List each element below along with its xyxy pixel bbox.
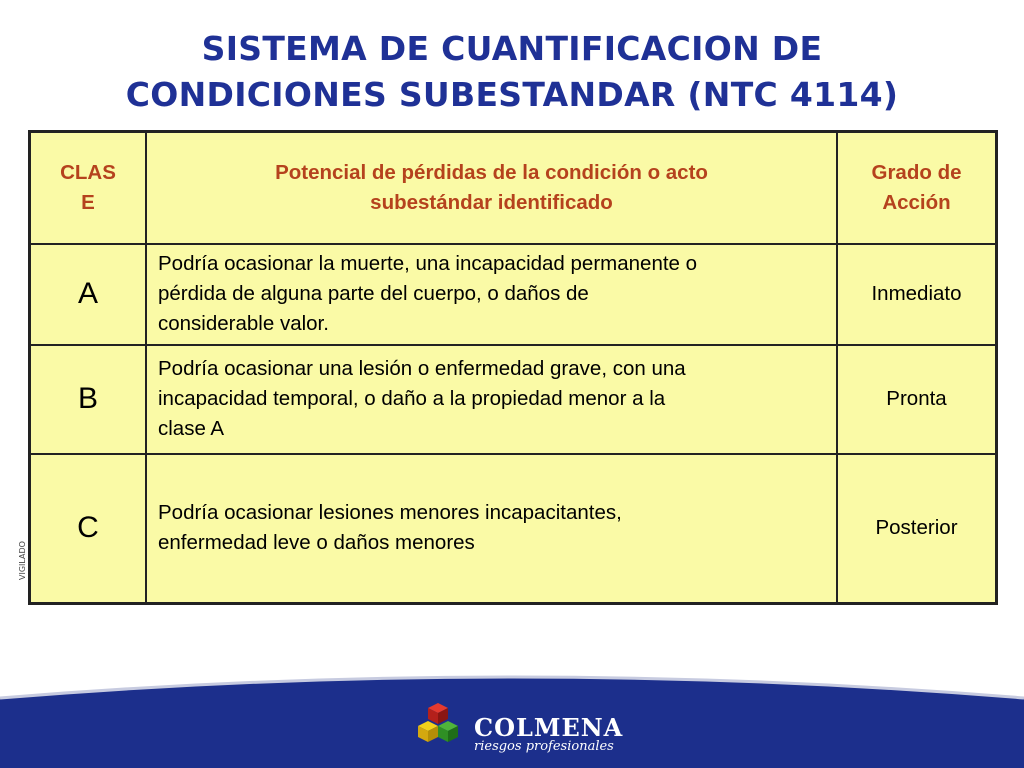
classification-table: [28, 130, 998, 605]
brand-tagline: riesgos profesionales: [474, 739, 614, 754]
header-grado: Grado de Acción: [837, 132, 997, 244]
clase-cell: A: [30, 244, 147, 345]
table-row: [30, 454, 997, 604]
brand-name: COLMENA: [474, 713, 624, 742]
description-cell: Podría ocasionar una lesión o enfermedad grave, con una incapacidad temporal, o daño a la propiedad menor a la clase A: [146, 345, 837, 454]
description-cell: Podría ocasionar la muerte, una incapacidad permanente o pérdida de alguna parte del cuerpo, o daños de considerable valor.: [146, 244, 837, 345]
title-line-2: CONDICIONES SUBESTANDAR (NTC 4114): [125, 75, 899, 114]
grado-cell: Pronta: [837, 345, 997, 454]
table-row: [30, 345, 997, 454]
slide-title: [0, 26, 1024, 118]
header-potencial: Potencial de pérdidas de la condición o acto subestándar identificado: [146, 132, 837, 244]
clase-cell: B: [30, 345, 147, 454]
header-clase: CLAS E: [30, 132, 147, 244]
table-header-row: [30, 132, 997, 244]
vigilado-label: VIGILADO: [18, 541, 27, 580]
grado-cell: Inmediato: [837, 244, 997, 345]
grado-cell: Posterior: [837, 454, 997, 604]
clase-cell: C: [30, 454, 147, 604]
description-cell: Podría ocasionar lesiones menores incapacitantes, enfermedad leve o daños menores: [146, 454, 837, 604]
title-line-1: SISTEMA DE CUANTIFICACION DE: [201, 29, 823, 68]
table-row: [30, 244, 997, 345]
